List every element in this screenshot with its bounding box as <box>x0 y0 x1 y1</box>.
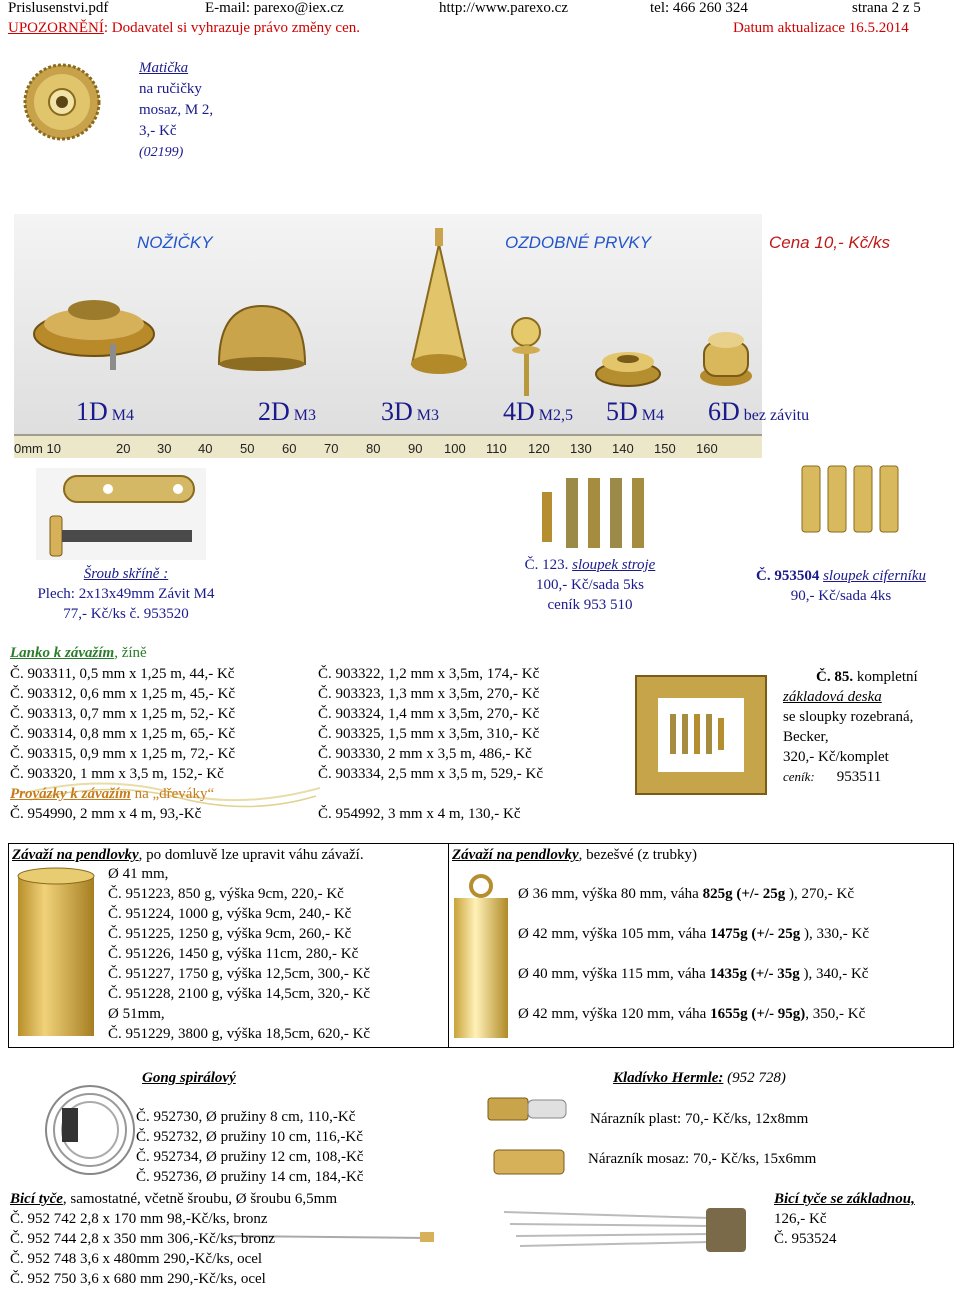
ornaments-mid-label: OZDOBNÉ PRVKY <box>505 233 652 252</box>
rods-base-photo <box>500 1200 750 1256</box>
pillars-line1: 100,- Kč/sada 5ks <box>536 577 644 593</box>
ruler-label: 70 <box>324 441 339 456</box>
ornament-3d: 3D M3 <box>381 397 440 426</box>
ruler-label: 150 <box>654 441 676 456</box>
pillars-line2: ceník 953 510 <box>547 597 633 613</box>
ruler-label: 0mm 10 <box>14 441 61 456</box>
list-item: Č. 952 750 3,6 x 680 mm 290,-Kč/ks, ocel <box>10 1271 266 1287</box>
lanko-list-right <box>318 664 543 784</box>
dial-pillars-title: Č. 953504 sloupek ciferníku <box>756 568 926 584</box>
maticka-block <box>139 58 213 163</box>
rods-list <box>10 1209 275 1289</box>
ruler <box>14 441 762 458</box>
screw-block <box>0 564 252 624</box>
ruler-label: 110 <box>486 441 507 456</box>
rods-base-price: 126,- Kč <box>774 1211 827 1227</box>
pillars-title: Č. 123. sloupek stroje <box>524 557 656 573</box>
ruler-label: 120 <box>528 441 550 456</box>
base-plate-photo <box>632 670 770 798</box>
header-update-date: Datum aktualizace 16.5.2014 <box>733 20 909 36</box>
weights-right-list <box>518 884 869 1024</box>
list-item: Č. 952732, Ø pružiny 10 cm, 116,-Kč <box>136 1129 363 1145</box>
list-item: Ø 51mm, <box>108 1006 165 1022</box>
hammer-title: Kladívko Hermle: (952 728) <box>613 1070 786 1086</box>
header-file: Prislusenstvi.pdf <box>8 0 109 16</box>
list-item: Ø 36 mm, výška 80 mm, váha 825g (+/- 25g ), 270,- Kč <box>518 886 855 902</box>
base-plate-name: základová deska <box>783 689 882 705</box>
ornaments-left-label: NOŽIČKY <box>137 233 213 252</box>
lanko-title: Lanko k závažím, žíně <box>10 645 147 661</box>
list-item: Ø 41 mm, <box>108 866 169 882</box>
list-item: Č. 951223, 850 g, výška 9cm, 220,- Kč <box>108 886 344 902</box>
list-item: Č. 952736, Ø pružiny 14 cm, 184,-Kč <box>136 1169 364 1185</box>
list-item: Č. 903313, 0,7 mm x 1,25 m, 52,- Kč <box>10 706 235 722</box>
hammer-line1: Nárazník plast: 70,- Kč/ks, 12x8mm <box>590 1111 809 1127</box>
list-item: Č. 903311, 0,5 mm x 1,25 m, 44,- Kč <box>10 666 235 682</box>
list-item: Č. 903324, 1,4 mm x 3,5m, 270,- Kč <box>318 706 540 722</box>
list-item: Č. 951226, 1450 g, výška 11cm, 280,- Kč <box>108 946 359 962</box>
ruler-label: 30 <box>157 441 172 456</box>
maticka-price: 3,- Kč <box>139 123 177 139</box>
list-item: Ø 42 mm, výška 105 mm, váha 1475g (+/- 25g ), 330,- Kč <box>518 926 870 942</box>
list-item: Č. 903312, 0,6 mm x 1,25 m, 45,- Kč <box>10 686 235 702</box>
list-item: Č. 951229, 3800 g, výška 18,5cm, 620,- Kč <box>108 1026 371 1042</box>
ornaments-price-label: Cena 10,- Kč/ks <box>769 233 890 252</box>
screw-photo <box>36 468 206 560</box>
base-plate-line2: Becker, <box>783 729 829 745</box>
pillars-block <box>481 555 699 615</box>
ruler-label: 60 <box>282 441 297 456</box>
ruler-label: 40 <box>198 441 213 456</box>
notice-label: UPOZORNĚNÍ <box>8 20 104 36</box>
pillars-photo <box>538 470 650 554</box>
ruler-label: 140 <box>612 441 634 456</box>
list-item: Č. 903322, 1,2 mm x 3,5m, 174,- Kč <box>318 666 540 682</box>
dial-pillars-block <box>728 566 954 606</box>
notice-text: : Dodavatel si vyhrazuje právo změny cen. <box>103 20 360 36</box>
gong-list <box>136 1107 363 1187</box>
dial-pillars-photo <box>798 458 908 540</box>
list-item: Č. 952730, Ø pružiny 8 cm, 110,-Kč <box>136 1109 356 1125</box>
gong-title: Gong spirálový <box>142 1070 236 1086</box>
provazky-title: Provázky k závažím na „dřeváky“ <box>10 786 215 802</box>
lanko-list-left <box>10 664 235 784</box>
rods-base-title: Bicí tyče se základnou, <box>774 1191 915 1207</box>
ornament-4d: 4D M2,5 <box>503 397 574 426</box>
ruler-label: 90 <box>408 441 423 456</box>
provazky-right: Č. 954992, 3 mm x 4 m, 130,- Kč <box>318 806 521 822</box>
base-plate-line1: se sloupky rozebraná, <box>783 709 914 725</box>
rods-base-code: Č. 953524 <box>774 1231 837 1247</box>
list-item: Č. 951225, 1250 g, výška 9cm, 260,- Kč <box>108 926 352 942</box>
ruler-label: 20 <box>116 441 131 456</box>
list-item: Č. 903334, 2,5 mm x 3,5 m, 529,- Kč <box>318 766 543 782</box>
list-item: Č. 903315, 0,9 mm x 1,25 m, 72,- Kč <box>10 746 235 762</box>
maticka-code: (02199) <box>139 145 184 160</box>
maticka-line2: mosaz, M 2, <box>139 102 214 118</box>
list-item: Č. 951227, 1750 g, výška 12,5cm, 300,- Kč <box>108 966 371 982</box>
header-email: E-mail: parexo@iex.cz <box>205 0 344 16</box>
header-notice <box>8 20 360 37</box>
header-web-link[interactable]: http://www.parexo.cz <box>439 0 568 16</box>
ruler-label: 160 <box>696 441 718 456</box>
ruler-label: 100 <box>444 441 466 456</box>
list-item: Ø 40 mm, výška 115 mm, váha 1435g (+/- 35g ), 340,- Kč <box>518 966 869 982</box>
screw-line1: Plech: 2x13x49mm Závit M4 <box>37 586 215 602</box>
list-item: Č. 903330, 2 mm x 3,5 m, 486,- Kč <box>318 746 532 762</box>
list-item: Č. 951224, 1000 g, výška 9cm, 240,- Kč <box>108 906 352 922</box>
list-item: Č. 952 744 2,8 x 350 mm 306,-Kč/ks, bronz <box>10 1231 275 1247</box>
weight-tube-photo <box>446 872 516 1042</box>
weights-left-list <box>108 864 370 1044</box>
list-item: Č. 903323, 1,3 mm x 3,5m, 270,- Kč <box>318 686 540 702</box>
ruler-label: 80 <box>366 441 381 456</box>
header-phone: tel: 466 260 324 <box>650 0 748 16</box>
screw-line2: 77,- Kč/ks č. 953520 <box>63 606 189 622</box>
rods-base-block <box>774 1189 915 1249</box>
ruler-label: 130 <box>570 441 592 456</box>
base-plate-block <box>783 667 918 787</box>
ornament-1d: 1D M4 <box>76 397 135 426</box>
list-item: Č. 903325, 1,5 mm x 3,5m, 310,- Kč <box>318 726 540 742</box>
list-item: Č. 903320, 1 mm x 3,5 m, 152,- Kč <box>10 766 224 782</box>
base-plate-line3: 320,- Kč/komplet <box>783 749 889 765</box>
ruler-label: 50 <box>240 441 255 456</box>
ornament-2d: 2D M3 <box>258 397 317 426</box>
ornament-5d: 5D M4 <box>606 397 665 426</box>
weights-right-title: Závaží na pendlovky, bezešvé (z trubky) <box>452 847 697 863</box>
maticka-title: Matička <box>139 60 189 76</box>
list-item: Č. 951228, 2100 g, výška 14,5cm, 320,- Kč <box>108 986 371 1002</box>
base-plate-cenik: ceník: 953511 <box>783 769 882 785</box>
list-item: Č. 952 742 2,8 x 170 mm 98,-Kč/ks, bronz <box>10 1211 268 1227</box>
rods-title: Bicí tyče, samostatné, včetně šroubu, Ø šroubu 6,5mm <box>10 1191 338 1207</box>
maticka-line1: na ručičky <box>139 81 202 97</box>
list-item: Ø 42 mm, výška 120 mm, váha 1655g (+/- 95g), 350,- Kč <box>518 1006 866 1022</box>
list-item: Č. 952734, Ø pružiny 12 cm, 108,-Kč <box>136 1149 364 1165</box>
provazky-left: Č. 954990, 2 mm x 4 m, 93,-Kč <box>10 806 202 822</box>
weight-cylinder-photo <box>12 866 100 1042</box>
header-page-number: strana 2 z 5 <box>852 0 921 16</box>
list-item: Č. 952 748 3,6 x 480mm 290,-Kč/ks, ocel <box>10 1251 263 1267</box>
ornament-6d: 6D bez závitu <box>708 397 810 426</box>
nut-photo <box>22 62 102 142</box>
list-item: Č. 903314, 0,8 mm x 1,25 m, 65,- Kč <box>10 726 235 742</box>
hammer-bumper-plastic-photo <box>484 1092 570 1126</box>
screw-title: Šroub skříně : <box>83 566 169 582</box>
dial-pillars-line1: 90,- Kč/sada 4ks <box>790 588 892 604</box>
hammer-line2: Nárazník mosaz: 70,- Kč/ks, 15x6mm <box>588 1151 817 1167</box>
gong-spiral-photo <box>40 1080 140 1180</box>
hammer-bumper-brass-photo <box>492 1144 570 1180</box>
weights-left-title: Závaží na pendlovky, po domluvě lze upravit váhu závaží. <box>12 847 364 863</box>
base-plate-title: Č. 85. kompletní <box>816 669 918 685</box>
